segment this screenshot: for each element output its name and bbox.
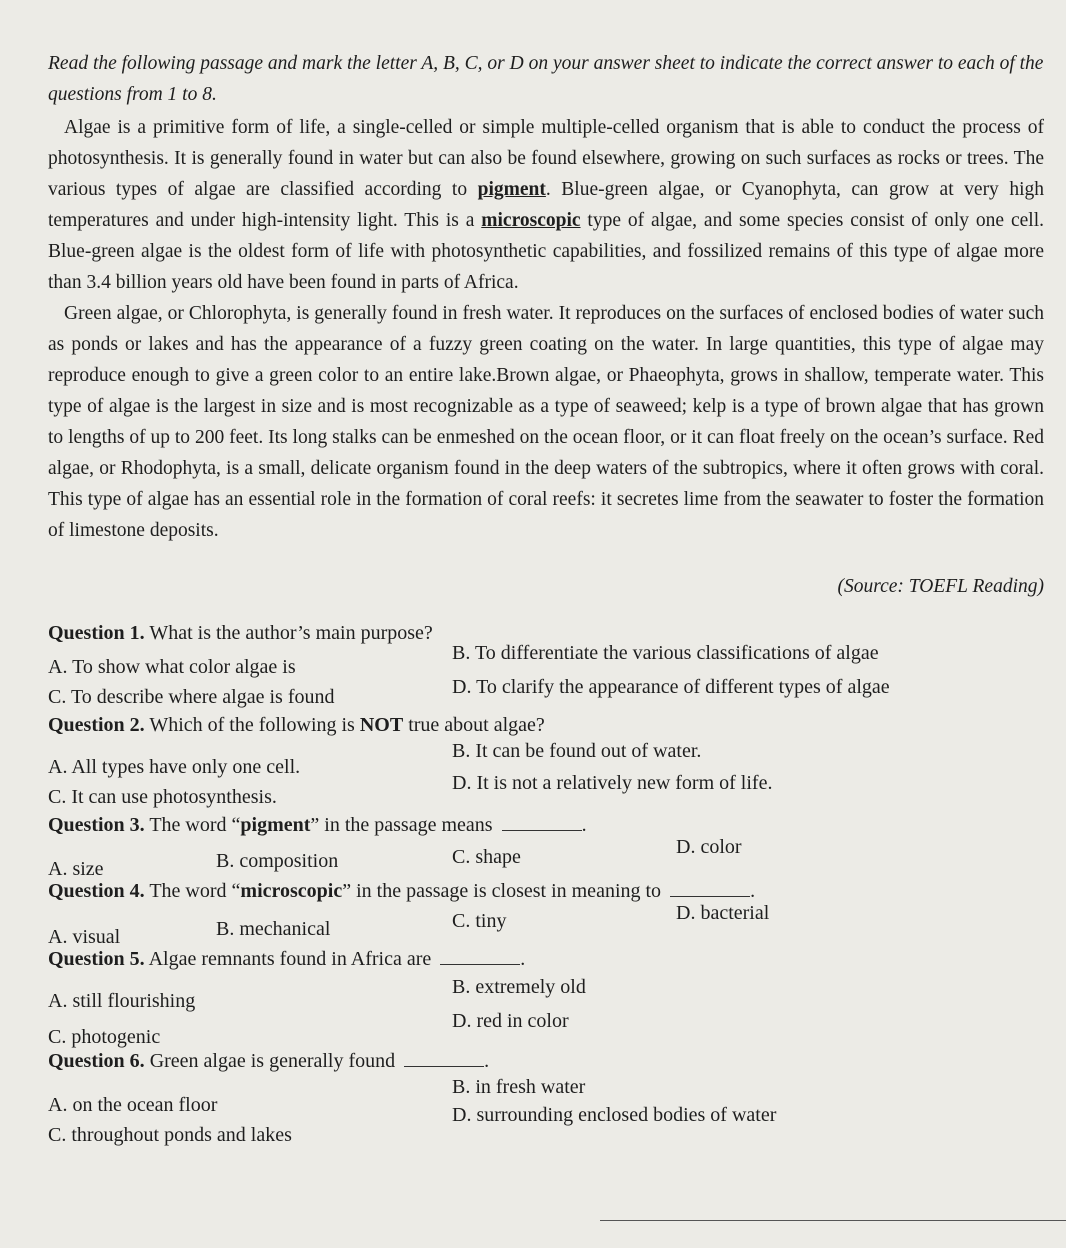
question-text: Algae remnants found in Africa are [144,948,432,970]
answer-blank [502,814,582,831]
question-text: Which of the following is [144,714,360,736]
passage-text: type of algae, and some species consist of only one cell. Blue-green algae is the oldest form of life with photosynthetic capabilities, and fossilized remains of this type of algae more than 3.4 billion years old have been found in parts of Africa. [48,210,1044,293]
question-text: ” in the passage is closest in meaning to [342,880,662,902]
option-1d[interactable]: D. To clarify the appearance of different types of algae [452,676,890,698]
question-text: The word “ [144,880,241,902]
bottom-divider [600,1220,1066,1221]
question-5 [48,948,525,971]
answer-blank [404,1050,484,1067]
option-5d[interactable]: D. red in color [452,1010,569,1032]
question-2 [48,714,545,737]
option-1a[interactable]: A. To show what color algae is [48,656,296,678]
underlined-word-pigment: pigment [477,179,546,200]
question-emphasis: NOT [359,714,404,736]
option-6d[interactable]: D. surrounding enclosed bodies of water [452,1104,777,1126]
question-text: ” in the passage means [310,814,493,836]
option-1b[interactable]: B. To differentiate the various classifications of algae [452,642,879,664]
question-label: Question 3. [48,814,145,836]
question-label: Question 6. [48,1050,145,1072]
question-text: true about algae? [403,714,545,736]
option-6a[interactable]: A. on the ocean floor [48,1094,218,1116]
question-text: Green algae is generally found [144,1050,396,1072]
answer-blank [440,948,520,965]
question-4 [48,880,755,903]
question-end: . [520,948,526,970]
option-6b[interactable]: B. in fresh water [452,1076,586,1098]
option-3a[interactable]: A. size [48,858,104,880]
option-3b[interactable]: B. composition [216,850,339,872]
question-end: . [750,880,756,902]
question-3 [48,814,587,837]
option-3c[interactable]: C. shape [452,846,521,868]
option-4c[interactable]: C. tiny [452,910,507,932]
question-1 [48,622,433,645]
option-4a[interactable]: A. visual [48,926,121,948]
question-label: Question 4. [48,880,145,902]
question-text: The word “ [144,814,241,836]
question-keyword: microscopic [240,880,343,902]
question-end: . [581,814,587,836]
option-2c[interactable]: C. It can use photosynthesis. [48,786,277,808]
option-5a[interactable]: A. still flourishing [48,990,196,1012]
passage-text: Algae is a primitive form of life, a single-celled or simple multiple-celled organism that is able to conduct the process of photosynthesis. It is generally found in water but can also be found elsewhere, growing on such surfaces as rocks or trees. The various types of algae are classified according to [48,117,1044,200]
option-2b[interactable]: B. It can be found out of water. [452,740,702,762]
option-3d[interactable]: D. color [676,836,742,858]
option-5c[interactable]: C. photogenic [48,1026,161,1048]
question-6 [48,1050,489,1073]
option-6c[interactable]: C. throughout ponds and lakes [48,1124,292,1146]
question-label: Question 1. [48,622,145,644]
source-citation: (Source: TOEFL Reading) [837,576,1044,597]
question-text: What is the author’s main purpose? [144,622,433,644]
underlined-word-microscopic: microscopic [481,210,581,231]
option-4d[interactable]: D. bacterial [676,902,770,924]
answer-blank [670,880,750,897]
option-2a[interactable]: A. All types have only one cell. [48,756,301,778]
option-4b[interactable]: B. mechanical [216,918,331,940]
option-2d[interactable]: D. It is not a relatively new form of life. [452,772,773,794]
question-keyword: pigment [240,814,311,836]
passage-paragraph-1 [48,112,1044,298]
passage-text: . Blue-green algae, or Cyanophyta, can grow at very high temperatures and under high-intensity light. This is a [48,179,1045,231]
question-label: Question 2. [48,714,145,736]
instructions: Read the following passage and mark the letter A, B, C, or D on your answer sheet to indicate the correct answer to each of the questions from 1 to 8. [48,53,1044,105]
question-end: . [484,1050,490,1072]
option-5b[interactable]: B. extremely old [452,976,586,998]
reading-passage [48,112,1044,546]
option-1c[interactable]: C. To describe where algae is found [48,686,335,708]
question-label: Question 5. [48,948,145,970]
passage-paragraph-2: Green algae, or Chlorophyta, is generally found in fresh water. It reproduces on the surfaces of enclosed bodies of water such as ponds or lakes and has the appearance of a fuzzy green coating on the water. In large quantities, this type of algae may reproduce enough to give a green color to an entire lake.Brown algae, or Phaeophyta, grows in shallow, temperate water. This type of algae is the largest in size and is most recognizable as a type of seaweed; kelp is a type of brown algae that has grown to lengths of up to 200 feet. Its long stalks can be enmeshed on the ocean floor, or it can float freely on the ocean’s surface. Red algae, or Rhodophyta, is a small, delicate organism found in the deep waters of the subtropics, where it often grows with coral. This type of algae has an essential role in the formation of coral reefs: it secretes lime from the seawater to foster the formation of limestone deposits. [48,303,1044,541]
